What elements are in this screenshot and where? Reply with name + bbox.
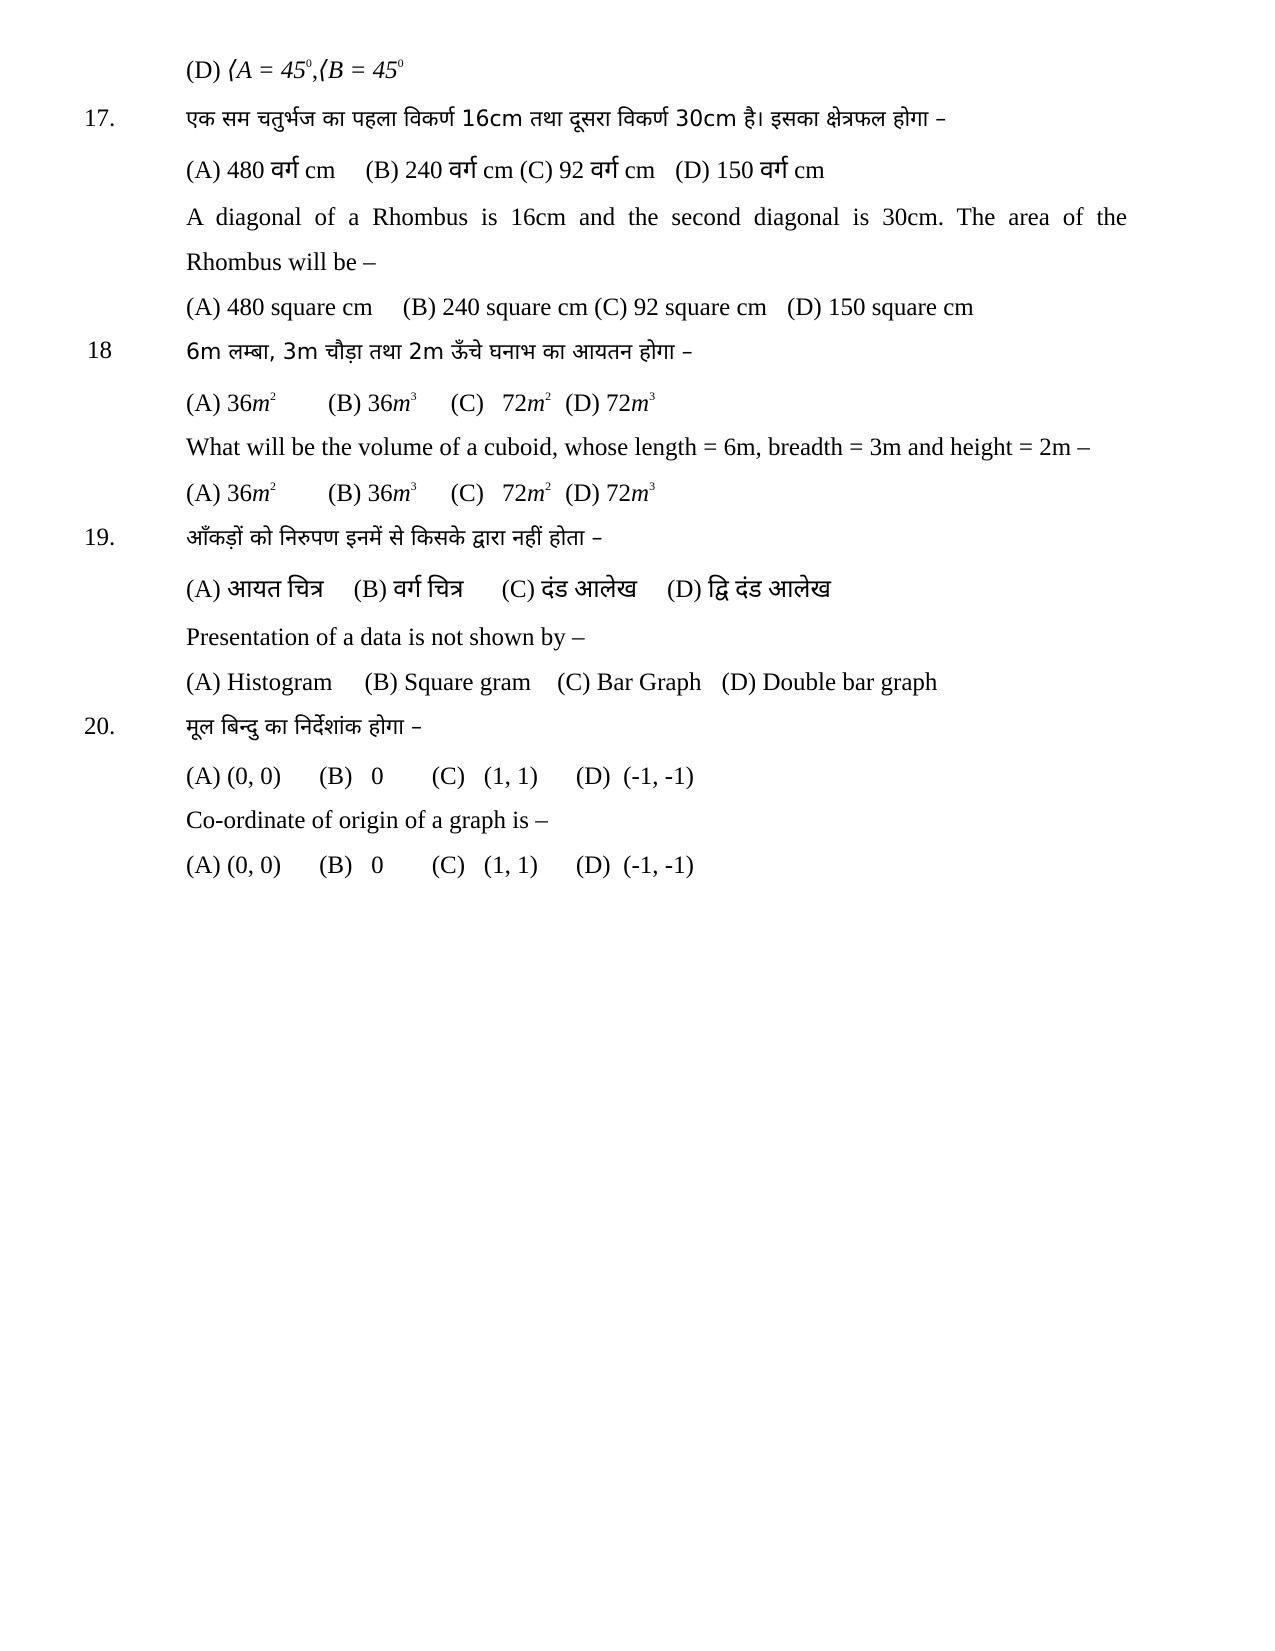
question-number: 18 (87, 337, 112, 364)
prev-question-option-d (186, 56, 404, 86)
option-b: (B) 0 (319, 852, 384, 879)
question-20-hindi-text: मूल बिन्दु का निर्देशांक होगा – (186, 715, 422, 740)
angle-a: ⟨A = 45 (226, 57, 306, 84)
angle-b: ⟨B = 45 (318, 57, 398, 84)
option-d: (D) (-1, -1) (575, 852, 694, 879)
question-18-hindi-text: 6m लम्बा, 3m चौड़ा तथा 2m ऊँचे घनाभ का आयतन होगा – (186, 340, 693, 365)
option-b: (B) 0 (319, 763, 384, 790)
option-c: (C) Bar Graph (557, 669, 702, 696)
option-a: (A) Histogram (186, 669, 333, 696)
option-a: (A) 480 वर्ग cm (186, 157, 336, 184)
question-19-hindi-text: आँकड़ों को निरुपण इनमें से किसके द्वारा नहीं होता – (186, 526, 603, 551)
question-19-english-options (186, 668, 937, 698)
question-17-hindi-options (186, 156, 825, 186)
option-d: (D) 150 square cm (787, 294, 974, 321)
option-b: (B) Square gram (364, 669, 532, 696)
option-d: (D) द्वि दंड आलेख (667, 576, 831, 603)
question-20-options-english (186, 851, 694, 881)
option-d: (D) Double bar graph (721, 669, 938, 696)
option-a: (A) (0, 0) (186, 852, 282, 879)
question-17-english-line1: A diagonal of a Rhombus is 16cm and the second diagonal is 30cm. The area of the (186, 204, 1127, 231)
option-a: (A) (0, 0) (186, 763, 282, 790)
option-label: (D) (186, 57, 221, 84)
question-number: 20. (84, 713, 116, 740)
angle-separator: , (311, 57, 319, 84)
question-number: 19. (84, 524, 116, 551)
option-b: (B) 240 square cm (402, 294, 589, 321)
question-17-english-line2: Rhombus will be – (186, 249, 376, 276)
question-19-english-text: Presentation of a data is not shown by – (186, 624, 585, 651)
question-18-options-hindi (186, 389, 655, 419)
option-d: (D) $72m^3$ (565, 389, 656, 417)
option-a: (A) आयत चित्र (186, 576, 324, 603)
question-18-english-text: What will be the volume of a cuboid, whose length = 6m, breadth = 3m and height = 2m – (186, 434, 1090, 461)
option-a: (A) $36m^2$ (186, 389, 277, 417)
option-a: (A) $36m^2$ (186, 479, 277, 507)
option-c: (C) (1, 1) (431, 852, 538, 879)
question-17-hindi-text: एक सम चतुर्भज का पहला विकर्ण 16cm तथा दूसरा विकर्ण 30cm है। इसका क्षेत्रफल होगा – (186, 107, 947, 132)
angle-b-degree: 0 (397, 56, 404, 70)
option-c: (C) $72m^2$ (450, 389, 552, 417)
option-b: (B) $36m^3$ (328, 389, 417, 417)
option-d: (D) 150 वर्ग cm (675, 157, 825, 184)
option-b: (B) $36m^3$ (328, 479, 417, 507)
option-b: (B) 240 वर्ग cm (365, 157, 514, 184)
option-c: (C) 92 square cm (594, 294, 767, 321)
question-17-english-options (186, 293, 974, 323)
question-20-options-hindi (186, 762, 694, 792)
question-number: 17. (84, 105, 116, 132)
option-c: (C) $72m^2$ (450, 479, 552, 507)
option-d: (D) (-1, -1) (575, 763, 694, 790)
option-b: (B) वर्ग चित्र (353, 576, 464, 603)
option-c: (C) दंड आलेख (501, 576, 638, 603)
option-c: (C) (1, 1) (431, 763, 538, 790)
option-c: (C) 92 वर्ग cm (519, 157, 656, 184)
question-18-options-english (186, 479, 655, 509)
option-d: (D) $72m^3$ (565, 479, 656, 507)
angle-a-degree: 0 (305, 56, 312, 70)
question-20-english-text: Co-ordinate of origin of a graph is – (186, 807, 548, 834)
question-19-hindi-options (186, 575, 831, 605)
option-a: (A) 480 square cm (186, 294, 373, 321)
